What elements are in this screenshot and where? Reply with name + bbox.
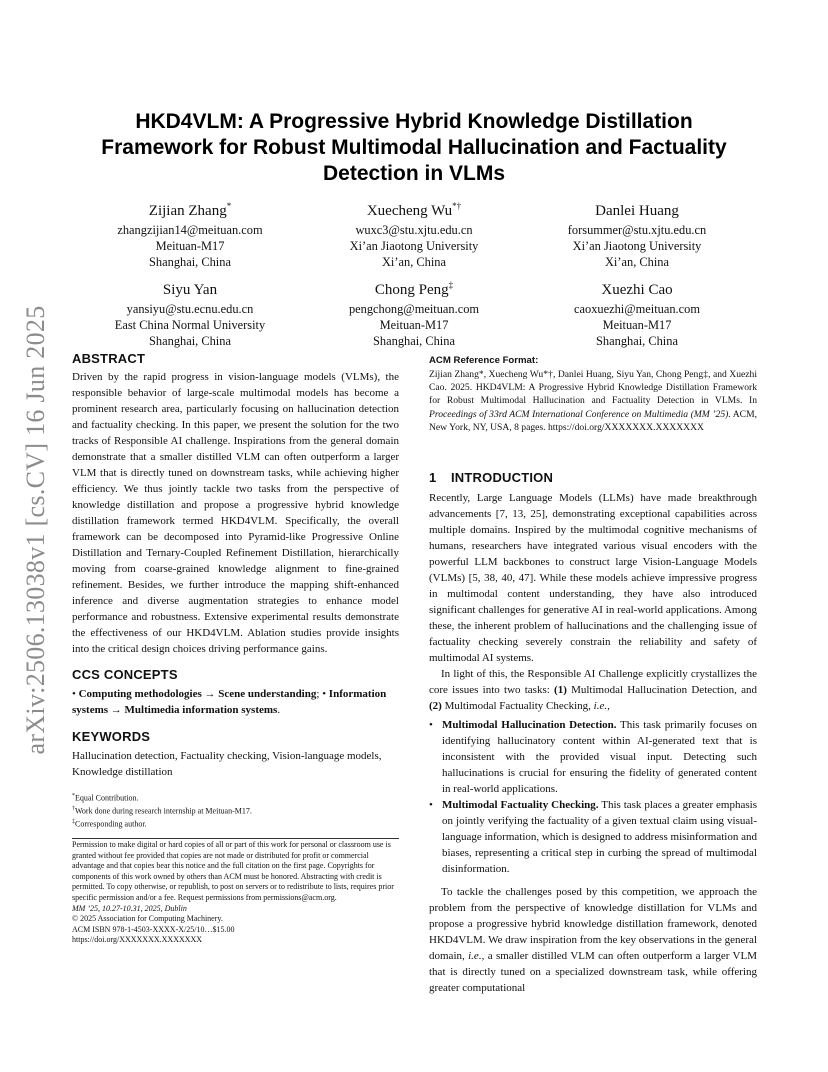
abstract-section [72, 351, 399, 657]
ccs-section [72, 667, 399, 718]
keywords-text: Hallucination detection, Factuality checking, Vision-language models, Knowledge distillation [72, 750, 382, 778]
bullet-icon: • [429, 799, 433, 811]
author-email: zhangzijian14@meituan.com [117, 223, 263, 237]
author-location: Shanghai, China [373, 334, 455, 348]
introduction-heading: 1 INTRODUCTION [429, 470, 554, 485]
author-name: Zijian Zhang* [148, 201, 232, 219]
author-name: Danlei Huang [595, 203, 679, 219]
author-affiliation: Meituan-M17 [602, 318, 672, 332]
ccs-item: Computing methodologies → Scene understanding [78, 688, 317, 700]
footnote: *Equal Contribution. [72, 793, 139, 803]
author-mark: *† [452, 201, 462, 211]
permission-divider [72, 838, 399, 839]
title-line-3: Detection in VLMs [322, 162, 506, 185]
author-mark: ‡ [448, 280, 454, 290]
author-name: Xuezhi Cao [601, 282, 673, 298]
author-block [314, 275, 514, 349]
permission-notice: Permission to make digital or hard copies of all or part of this work for personal or classroom use is granted without fee provided that copies are not made or distributed for profit or commercial advantage and that copies bear this notice and the full citation on the first page. Copyrights for components of this work owned by others than ACM must be honored. Abstracting with credit is permitted. To copy otherwise, or republish, to post on servers or to redistribute to lists, requires prior specific permission and/or a fee. Request permissions from permissions@acm.org. [72, 840, 394, 902]
conference-info: MM ’25, 10.27-10.31, 2025, Dublin [72, 903, 187, 913]
venue: Proceedings of 33rd ACM International Conference on Multimedia (MM ’25). [429, 408, 731, 420]
task-list [429, 717, 757, 877]
title-line-1: HKD4VLM: A Progressive Hybrid Knowledge Distillation [135, 110, 693, 133]
author-email: yansiyu@stu.ecnu.edu.cn [126, 302, 254, 316]
arxiv-identifier: arXiv:2506.13038v1 [cs.CV] 16 Jun 2025 [21, 305, 50, 755]
intro-paragraph: To tackle the challenges posed by this competition, we approach the problem from the perspective of knowledge distillation for VLMs and propose a progressive hybrid knowledge distillation framework, denoted HKD4VLM. We draw inspiration from the key observations in the general domain, i.e., a smaller distilled VLM can often outperform a larger VLM that is directly tuned on a specialized downstream task, while offering greater computational [429, 886, 757, 994]
abstract-text: Driven by the rapid progress in vision-language models (VLMs), the responsible behavior of large-scale multimodal models has become a prominent research area, particularly focusing on hallucination detection and factuality checking. In this paper, we present the solution for the two tracks of Responsible AI challenge. Inspirations from the general domain demonstrate that a smaller distilled VLM can often outperform a larger VLM that is directly tuned on downstream tasks, while achieving higher efficiency. We thus jointly tackle two tasks from the perspective of knowledge distillation and propose a progressive hybrid knowledge distillation framework termed HKD4VLM. Specifically, the overall framework can be decomposed into Pyramid-like Progressive Online Distillation and Ternary-Coupled Refinement Distillation, hierarchically moving from coarse-grained knowledge alignment to fine-grained refinement. Besides, we further introduce the mapping shift-enhanced inference and diverse augmentation strategies to enhance model performance and robustness. Extensive experimental results demonstrate the effectiveness of our HKD4VLM. Ablation studies provide insights into the critical design choices driving performance gains. [72, 371, 399, 655]
author-email: wuxc3@stu.xjtu.edu.cn [355, 223, 473, 237]
ccs-separator: ; [316, 688, 323, 700]
author-location: Shanghai, China [149, 334, 231, 348]
author-mark: * [226, 201, 232, 211]
abstract-heading: ABSTRACT [72, 351, 146, 366]
ccs-item: Information systems → Multimedia information systems [72, 688, 387, 716]
author-block [90, 275, 290, 349]
section-number: 1 [429, 470, 437, 485]
author-affiliation: Xi’an Jiaotong University [349, 239, 479, 253]
introduction-section [429, 470, 757, 996]
paper-title [70, 109, 758, 187]
keywords-section [72, 729, 399, 780]
author-affiliation: Meituan-M17 [155, 239, 225, 253]
ccs-bullet: • [72, 688, 76, 700]
author-name: Xuecheng Wu*† [366, 201, 462, 219]
acm-reference-heading: ACM Reference Format: [429, 355, 539, 366]
isbn-line: ACM ISBN 978-1-4503-XXXX-X/25/10…$15.00 [72, 924, 235, 934]
ccs-concepts: • Computing methodologies → Scene understanding; • Information systems → Multimedia information systems. [72, 688, 387, 716]
author-location: Shanghai, China [596, 334, 678, 348]
title-line-2: Framework for Robust Multimodal Hallucination and Factuality [101, 136, 727, 159]
author-location: Xi’an, China [604, 255, 669, 269]
doi-link[interactable]: https://doi.org/XXXXXXX.XXXXXXX [72, 935, 203, 945]
author-affiliation: Meituan-M17 [379, 318, 449, 332]
author-email: caoxuezhi@meituan.com [574, 302, 700, 316]
author-block [537, 275, 737, 349]
author-location: Xi’an, China [381, 255, 446, 269]
list-item: • Multimodal Hallucination Detection. This task primarily focuses on identifying hallucinatory content within AI-generated text that is inconsistent with the provided visual input. Detecting such hallucinations is crucial for ensuring the fidelity of generated content in real-world applications. [429, 719, 758, 795]
author-name: Siyu Yan [162, 282, 218, 298]
author-email: forsummer@stu.xjtu.edu.cn [567, 223, 707, 237]
copyright-line: © 2025 Association for Computing Machinery. [72, 914, 223, 924]
ccs-heading: CCS CONCEPTS [72, 667, 178, 682]
list-item: • Multimodal Factuality Checking. This task places a greater emphasis on jointly verifying the factuality of a given textual claim using visual-language information, which is designed to address misinformation and biases, representing a critical step in curbing the spread of multimodal disinformation. [429, 799, 757, 875]
ccs-bullet: • [322, 688, 327, 700]
footnotes [72, 791, 399, 830]
author-name: Chong Peng‡ [374, 280, 454, 298]
author-block [537, 196, 737, 270]
author-block [314, 196, 514, 270]
bullet-icon: • [429, 719, 433, 731]
author-affiliation: East China Normal University [114, 318, 266, 332]
intro-paragraph: Recently, Large Language Models (LLMs) have made breakthrough advancements [7, 13, 25], demonstrating exceptional capabilities across multiple domains. Inspired by the multimodal cognitive mechanisms of humans, researchers have integrated various visual encoders with the powerful LLM backbones to construct large Vision-Language Models (VLMs) [5, 38, 40, 47]. While these models achieve impressive progress in multimodal content understanding, they have also introduced significant challenges for generative AI in real-world applications. Among these, the inherent problem of hallucinations and the challenging issue of factuality checking severely constrain the reliability and safety of multimodal AI systems. [429, 492, 757, 664]
author-block [90, 196, 290, 270]
author-location: Shanghai, China [149, 255, 231, 269]
intro-paragraph: In light of this, the Responsible AI Challenge explicitly crystallizes the core issues into two tasks: (1) Multimodal Hallucination Detection, and (2) Multimodal Factuality Checking, i.e., [429, 668, 757, 712]
acm-reference [429, 355, 757, 434]
author-affiliation: Xi’an Jiaotong University [572, 239, 702, 253]
acm-reference-text: Zijian Zhang*, Xuecheng Wu*†, Danlei Huang, Siyu Yan, Chong Peng‡, and Xuezhi Cao. 2025. HKD4VLM: A Progressive Hybrid Knowledge Distillation Framework for Robust Multimodal Hallucination and Factuality Detection in VLMs. In Proceedings of 33rd ACM International Conference on Multimedia (MM ’25). ACM, New York, NY, USA, 8 pages. https://doi.org/XXXXXXX.XXXXXXX [429, 369, 758, 433]
keywords-heading: KEYWORDS [72, 729, 151, 744]
author-email: pengchong@meituan.com [348, 302, 480, 316]
footnote: †Work done during research internship at Meituan-M17. [72, 806, 252, 816]
footnote: ‡Corresponding author. [72, 819, 147, 829]
permission-block [72, 840, 399, 946]
